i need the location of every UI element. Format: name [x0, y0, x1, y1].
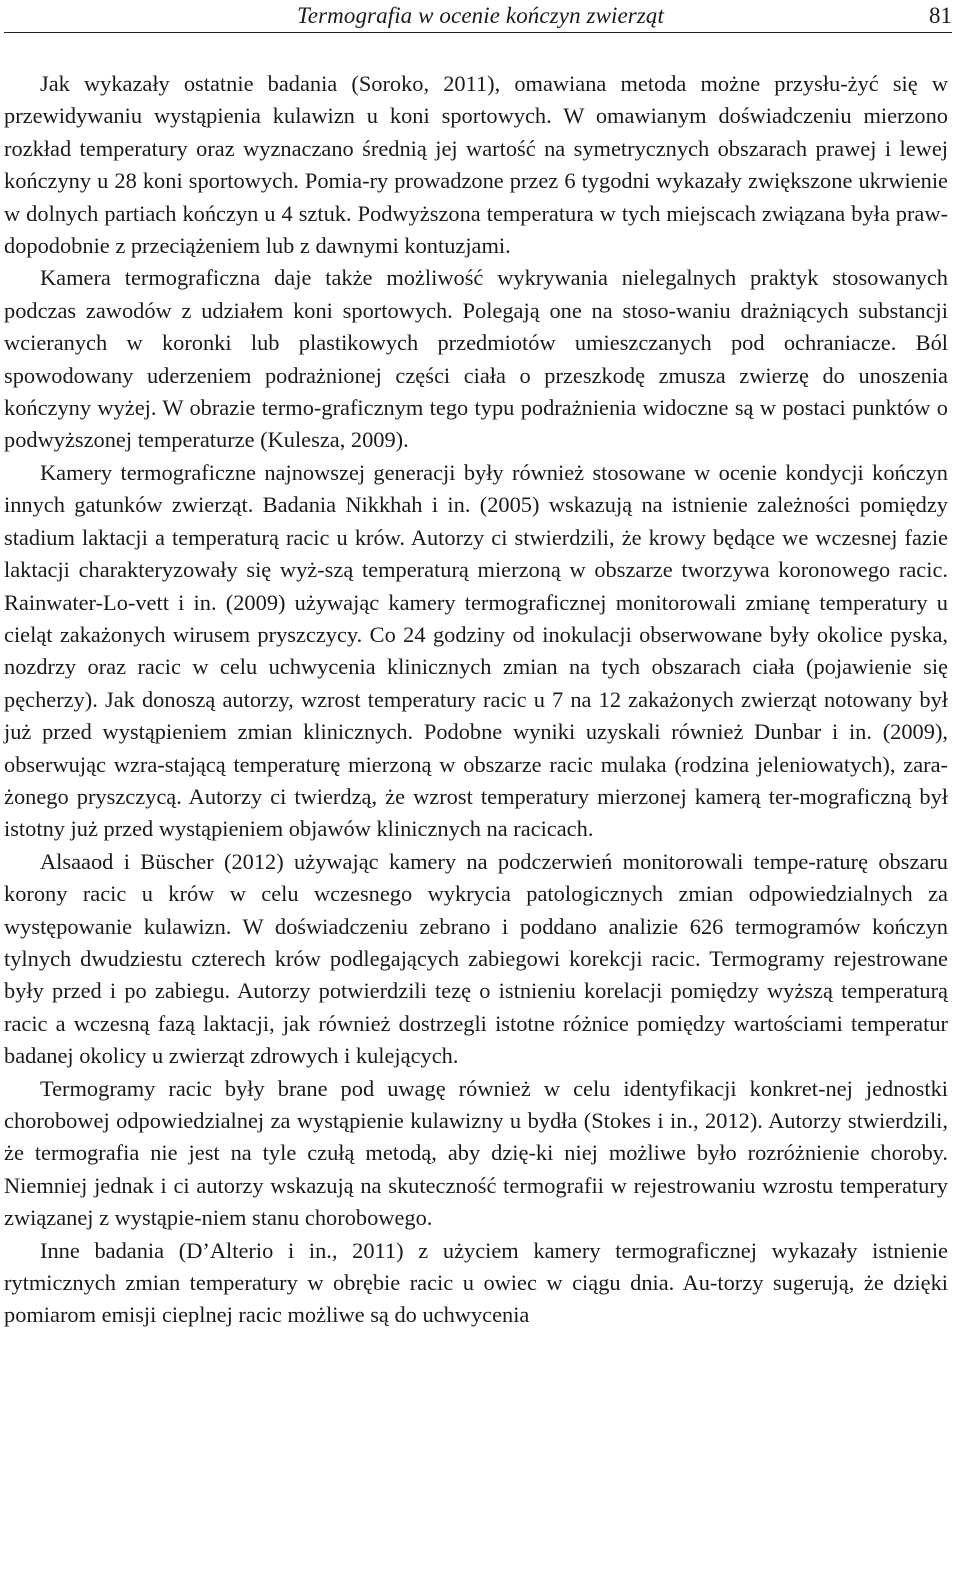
body-text [4, 68, 948, 1332]
paragraph: Termogramy racic były brane pod uwagę również w celu identyfikacji konkret-nej jednostki chorobowej odpowiedzialnej za wystąpienie kulawizny u bydła (Stokes i in., 2012). Autorzy stwierdzili, że termografia nie jest na tyle czułą metodą, aby dzię-ki niej możliwe było rozróżnienie choroby. Niemniej jednak i ci autorzy wskazują na skuteczność termografii w rejestrowaniu wzrostu temperatury związanej z wystąpie-niem stanu chorobowego. [4, 1075, 948, 1231]
paragraph: Inne badania (D’Alterio i in., 2011) z użyciem kamery termograficznej wykazały istnienie rytmicznych zmian temperatury w obrębie racic u owiec w ciągu dnia. Au-torzy sugerują, że dzięki pomiarom emisji cieplnej racic możliwe są do uchwycenia [4, 1237, 948, 1328]
page-number: 81 [929, 3, 952, 28]
paragraph: Alsaaod i Büscher (2012) używając kamery na podczerwień monitorowali tempe-raturę obszaru korony racic u krów w celu wczesnego wykrycia patologicznych zmian odpowiedzialnych za występowanie kulawizn. W doświadczeniu zebrano i poddano analizie 626 termogramów kończyn tylnych dwudziestu czterech krów podlegających zabiegowi korekcji racic. Termogramy rejestrowane były przed i po zabiegu. Autorzy potwierdzili tezę o istnieniu korelacji pomiędzy wyższą temperaturą racic a wczesną fazą laktacji, jak również dostrzegli istotne różnice pomiędzy wartościami temperatur badanej okolicy u zwierząt zdrowych i kulejących. [4, 848, 948, 1069]
paragraph: Kamery termograficzne najnowszej generacji były również stosowane w ocenie kondycji kończyn innych gatunków zwierząt. Badania Nikkhah i in. (2005) wskazują na istnienie zależności pomiędzy stadium laktacji a temperaturą racic u krów. Autorzy ci stwierdzili, że krowy będące we wczesnej fazie laktacji charakteryzowały się wyż-szą temperaturą mierzoną w obszarze tworzywa koronowego racic. Rainwater-Lo-vett i in. (2009) używając kamery termograficznej monitorowali zmianę temperatury u cieląt zakażonych wirusem pryszczycy. Co 24 godziny od inokulacji obserwowane były okolice pyska, nozdrzy oraz racic w celu uchwycenia klinicznych zmian na tych obszarach ciała (pojawienie się pęcherzy). Jak donoszą autorzy, wzrost temperatury racic u 7 na 12 zakażonych zwierząt notowany był już przed wystąpieniem zmian klinicznych. Podobne wyniki uzyskali również Dunbar i in. (2009), obserwując wzra-stającą temperaturę mierzoną w obszarze racic mulaka (rodzina jeleniowatych), zara-żonego pryszczycą. Autorzy ci twierdzą, że wzrost temperatury mierzonej kamerą ter-mograficzną był istotny już przed wystąpieniem objawów klinicznych na racicach. [4, 459, 948, 842]
running-title: Termografia w ocenie kończyn zwierząt [297, 3, 664, 28]
paragraph: Jak wykazały ostatnie badania (Soroko, 2011), omawiana metoda możne przysłu-żyć się w przewidywaniu wystąpienia kulawizn u koni sportowych. W omawianym doświadczeniu mierzono rozkład temperatury oraz wyznaczano średnią jej wartość na symetrycznych obszarach prawej i lewej kończyny u 28 koni sportowych. Pomia-ry prowadzone przez 6 tygodni wykazały zwiększone ukrwienie w dolnych partiach kończyn u 4 sztuk. Podwyższona temperatura w tych miejscach związana była praw-dopodobnie z przeciążeniem lub z dawnymi kontuzjami. [4, 71, 948, 259]
paragraph: Kamera termograficzna daje także możliwość wykrywania nielegalnych praktyk stosowanych podczas zawodów z udziałem koni sportowych. Polegają one na stoso-waniu drażniących substancji wcieranych w koronki lub plastikowych przedmiotów umieszczanych pod ochraniacze. Ból spowodowany uderzeniem podrażnionej części ciała o przeszkodę zmusza zwierzę do unoszenia kończyny wyżej. W obrazie termo-graficznym tego typu podrażnienia widoczne są w postaci punktów o podwyższonej temperaturze (Kulesza, 2009). [4, 265, 948, 453]
page-header [4, 2, 952, 33]
